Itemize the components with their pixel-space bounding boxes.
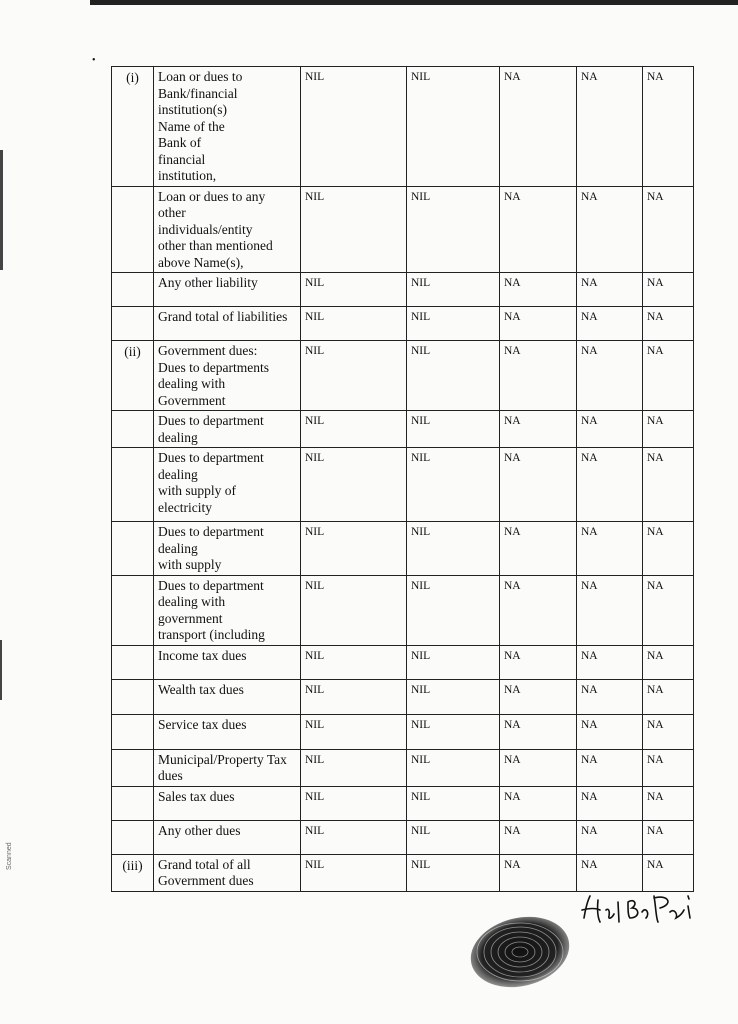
liabilities-table-body [112, 67, 694, 892]
value-cell: NA [500, 820, 577, 854]
table-row [112, 341, 694, 411]
serial-cell: (ii) [112, 341, 154, 411]
table-row [112, 448, 694, 522]
serial-cell: (i) [112, 67, 154, 187]
value-cell: NIL [407, 273, 500, 307]
thumb-impression [468, 912, 572, 990]
scan-dot: • [92, 55, 96, 66]
value-cell: NIL [407, 749, 500, 786]
table-row [112, 186, 694, 273]
description-cell: Grand total of liabilities [154, 307, 301, 341]
serial-cell [112, 575, 154, 645]
value-cell: NA [500, 67, 577, 187]
value-cell: NIL [407, 341, 500, 411]
serial-cell: (iii) [112, 854, 154, 891]
value-cell: NA [577, 67, 643, 187]
value-cell: NA [500, 786, 577, 820]
scan-margin-mark [0, 640, 2, 700]
value-cell: NIL [407, 820, 500, 854]
serial-cell [112, 786, 154, 820]
table-row [112, 645, 694, 679]
description-cell: Government dues: Dues to departments dealing with Government [154, 341, 301, 411]
value-cell: NA [577, 575, 643, 645]
value-cell: NA [577, 786, 643, 820]
value-cell: NIL [407, 522, 500, 576]
value-cell: NIL [407, 411, 500, 448]
description-cell: Grand total of all Government dues [154, 854, 301, 891]
value-cell: NIL [301, 575, 407, 645]
table-row [112, 411, 694, 448]
value-cell: NIL [301, 448, 407, 522]
value-cell: NIL [301, 273, 407, 307]
value-cell: NIL [407, 307, 500, 341]
value-cell: NIL [301, 714, 407, 749]
value-cell: NA [577, 273, 643, 307]
table-row [112, 714, 694, 749]
serial-cell [112, 714, 154, 749]
value-cell: NIL [301, 786, 407, 820]
value-cell: NA [577, 448, 643, 522]
value-cell: NIL [407, 645, 500, 679]
description-cell: Dues to department dealing [154, 411, 301, 448]
description-cell: Service tax dues [154, 714, 301, 749]
scan-margin-mark [0, 150, 3, 270]
value-cell: NA [577, 522, 643, 576]
value-cell: NA [643, 820, 694, 854]
value-cell: NA [500, 714, 577, 749]
serial-cell [112, 820, 154, 854]
liabilities-table [111, 66, 694, 892]
table-row [112, 820, 694, 854]
value-cell: NIL [301, 307, 407, 341]
description-cell: Loan or dues to any other individuals/entity other than mentioned above Name(s), [154, 186, 301, 273]
value-cell: NIL [407, 448, 500, 522]
table-row [112, 786, 694, 820]
value-cell: NA [500, 679, 577, 714]
value-cell: NIL [301, 645, 407, 679]
value-cell: NA [577, 854, 643, 891]
value-cell: NA [500, 854, 577, 891]
value-cell: NA [643, 411, 694, 448]
value-cell: NA [500, 448, 577, 522]
value-cell: NIL [407, 786, 500, 820]
table-row [112, 67, 694, 187]
description-cell: Municipal/Property Tax dues [154, 749, 301, 786]
value-cell: NA [643, 448, 694, 522]
table-row [112, 307, 694, 341]
value-cell: NA [577, 749, 643, 786]
value-cell: NIL [301, 820, 407, 854]
table-row [112, 273, 694, 307]
value-cell: NA [643, 854, 694, 891]
value-cell: NA [643, 645, 694, 679]
value-cell: NA [577, 411, 643, 448]
description-cell: Wealth tax dues [154, 679, 301, 714]
value-cell: NA [577, 307, 643, 341]
value-cell: NA [643, 522, 694, 576]
serial-cell [112, 645, 154, 679]
table-row [112, 575, 694, 645]
value-cell: NA [577, 645, 643, 679]
top-border-rule [90, 0, 738, 5]
value-cell: NA [500, 341, 577, 411]
serial-cell [112, 522, 154, 576]
serial-cell [112, 273, 154, 307]
value-cell: NA [577, 186, 643, 273]
margin-note: Scanned [6, 842, 13, 870]
value-cell: NIL [407, 679, 500, 714]
serial-cell [112, 679, 154, 714]
serial-cell [112, 307, 154, 341]
value-cell: NA [500, 575, 577, 645]
table-row [112, 522, 694, 576]
value-cell: NIL [407, 714, 500, 749]
value-cell: NIL [407, 575, 500, 645]
value-cell: NA [500, 273, 577, 307]
table-row [112, 679, 694, 714]
serial-cell [112, 749, 154, 786]
handwritten-signature [578, 888, 708, 930]
value-cell: NA [500, 749, 577, 786]
value-cell: NA [500, 645, 577, 679]
value-cell: NA [500, 522, 577, 576]
value-cell: NA [577, 679, 643, 714]
value-cell: NA [643, 186, 694, 273]
value-cell: NIL [407, 67, 500, 187]
description-cell: Dues to department dealing with government transport (including [154, 575, 301, 645]
value-cell: NA [643, 786, 694, 820]
value-cell: NIL [301, 186, 407, 273]
value-cell: NA [577, 714, 643, 749]
value-cell: NA [500, 411, 577, 448]
serial-cell [112, 411, 154, 448]
value-cell: NA [577, 341, 643, 411]
value-cell: NIL [301, 522, 407, 576]
value-cell: NIL [301, 679, 407, 714]
value-cell: NA [643, 67, 694, 187]
description-cell: Loan or dues to Bank/financial institution(s) Name of the Bank of financial institution, [154, 67, 301, 187]
description-cell: Dues to department dealing with supply of electricity [154, 448, 301, 522]
value-cell: NIL [301, 854, 407, 891]
table-row [112, 749, 694, 786]
value-cell: NA [643, 714, 694, 749]
table-row [112, 854, 694, 891]
description-cell: Income tax dues [154, 645, 301, 679]
value-cell: NA [643, 575, 694, 645]
description-cell: Any other dues [154, 820, 301, 854]
description-cell: Any other liability [154, 273, 301, 307]
value-cell: NA [643, 341, 694, 411]
description-cell: Dues to department dealing with supply [154, 522, 301, 576]
value-cell: NIL [301, 67, 407, 187]
serial-cell [112, 448, 154, 522]
value-cell: NIL [301, 749, 407, 786]
value-cell: NA [643, 273, 694, 307]
value-cell: NIL [301, 411, 407, 448]
value-cell: NIL [407, 854, 500, 891]
value-cell: NA [577, 820, 643, 854]
value-cell: NIL [407, 186, 500, 273]
value-cell: NA [643, 679, 694, 714]
value-cell: NA [500, 307, 577, 341]
serial-cell [112, 186, 154, 273]
description-cell: Sales tax dues [154, 786, 301, 820]
value-cell: NIL [301, 341, 407, 411]
value-cell: NA [643, 749, 694, 786]
value-cell: NA [500, 186, 577, 273]
value-cell: NA [643, 307, 694, 341]
